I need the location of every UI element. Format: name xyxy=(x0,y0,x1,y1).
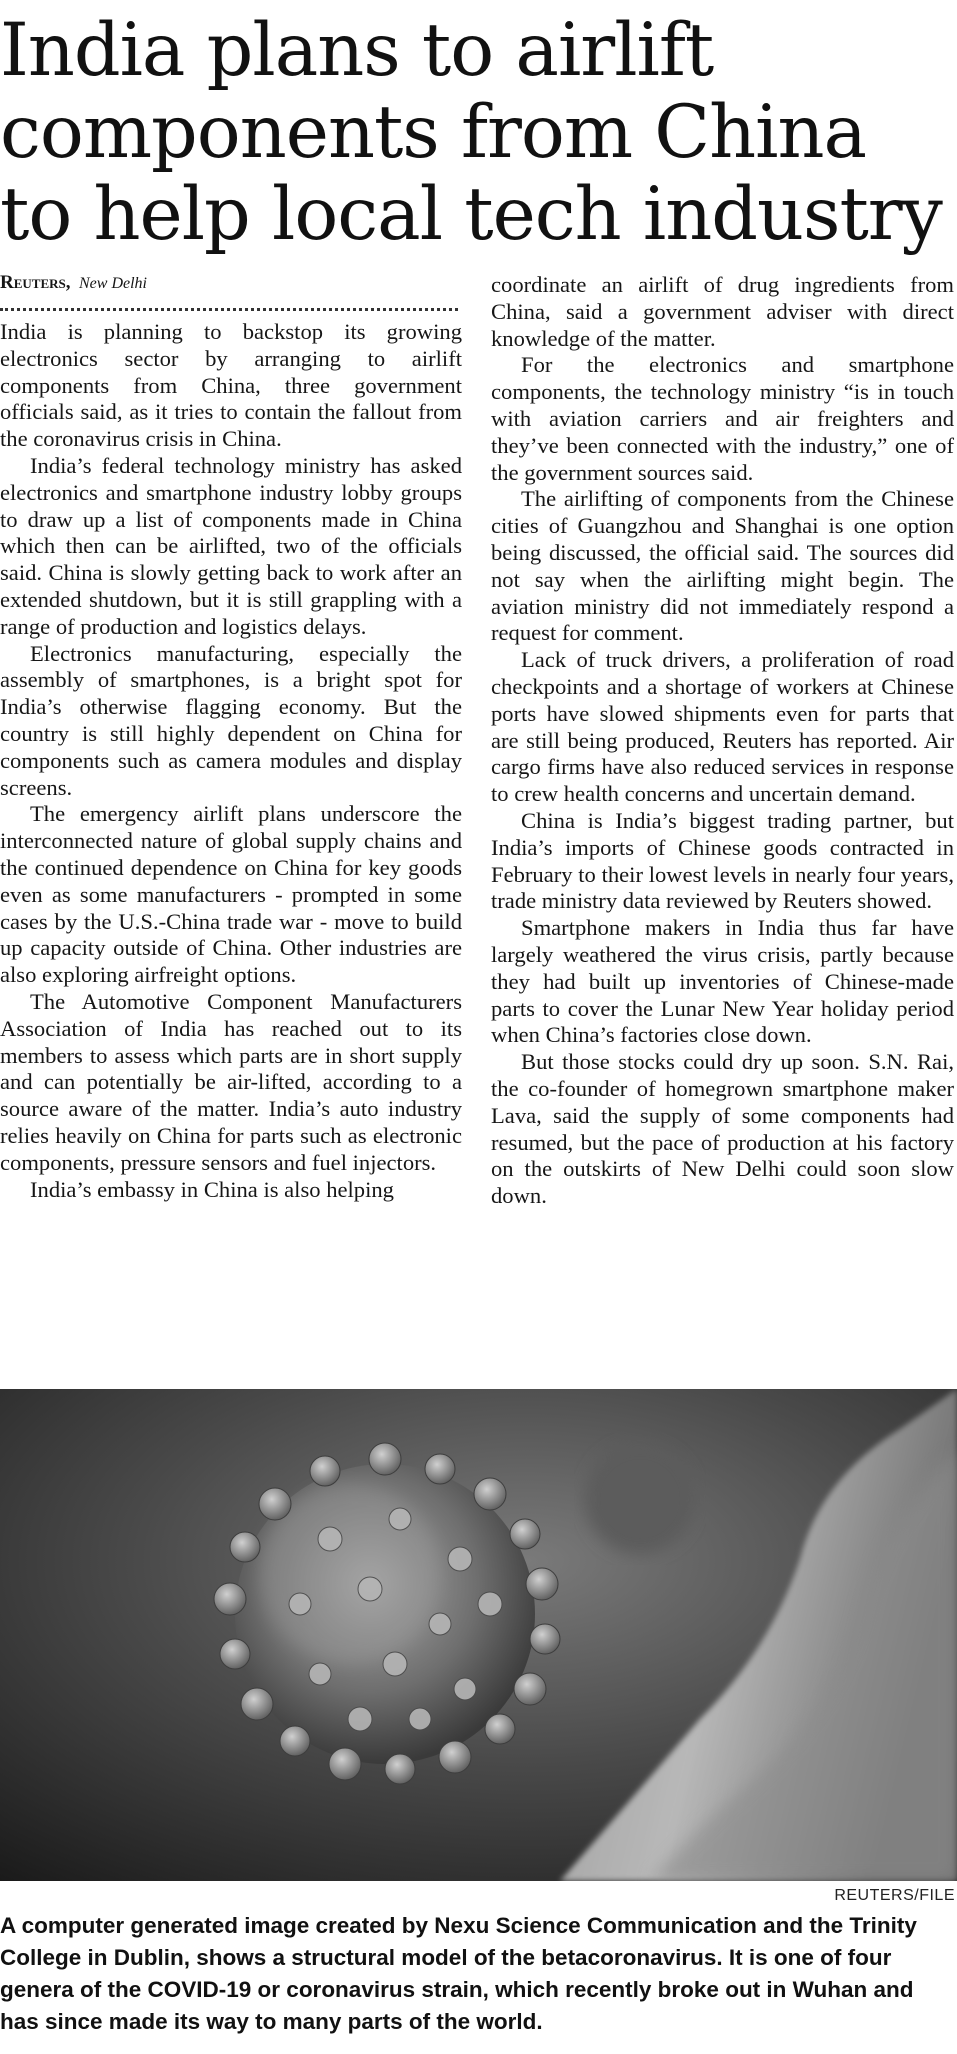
byline-divider xyxy=(0,296,458,311)
paragraph: India’s federal technology ministry has asked electronics and smartphone industry lobby groups to draw up a list of components made in China which then can be airlifted, two of the officials said. China is slowly getting back to work after an extended shutdown, but it is still grappling with a range of production and logistics delays. xyxy=(0,452,462,639)
paragraph: Electronics manufacturing, especially the assembly of smartphones, is a bright spot for India’s otherwise flagging economy. But the country is still highly dependent on China for components such as camera modules and display screens. xyxy=(0,640,462,800)
paragraph: The Automotive Component Manufacturers Association of India has reached out to its members to assess which parts are in short supply and can potentially be air-lifted, according to a source aware of the matter. India’s auto industry relies heavily on China for parts such as electronic components, pressure sensors and fuel injectors. xyxy=(0,988,462,1175)
article-column-left xyxy=(0,270,462,1203)
paragraph: China is India’s biggest trading partner, but India’s imports of Chinese goods contracted in February to their lowest levels in nearly four years, trade ministry data reviewed by Reuters showed. xyxy=(491,807,954,914)
byline-location: New Delhi xyxy=(79,275,147,292)
byline-agency: Reuters, xyxy=(0,272,71,293)
coronavirus-photo xyxy=(0,1389,957,1881)
photo-caption: A computer generated image created by Nexu Science Communication and the Trinity College in Dublin, shows a structural model of the betacoronavirus. It is one of four genera of the COVID-19 or coronavirus strain, which recently broke out in Wuhan and has since made its way to many parts of the world. xyxy=(0,1913,917,2034)
photo-credit: REUTERS/FILE xyxy=(834,1887,955,1904)
paragraph: India is planning to backstop its growing electronics sector by arranging to airlift components from China, three government officials said, as it tries to contain the fallout from the coronavirus crisis in China. xyxy=(0,319,462,452)
paragraph: coordinate an airlift of drug ingredients from China, said a government adviser with direct knowledge of the matter. xyxy=(491,272,954,351)
paragraph: The emergency airlift plans underscore the interconnected nature of global supply chains and the continued dependence on China for key goods even as some manufacturers - prompted in some cases by the U.S.-China trade war - move to build up capacity outside of China. Other industries are also exploring airfreight options. xyxy=(0,801,462,988)
article-column-right xyxy=(491,272,954,1210)
paragraph: For the electronics and smartphone components, the technology ministry “is in touch with aviation carriers and air freighters and they’ve been connected with the industry,” one of the government sources said. xyxy=(491,352,954,485)
paragraph: The airlifting of components from the Chinese cities of Guangzhou and Shanghai is one option being discussed, the official said. The sources did not say when the airlifting might begin. The aviation ministry did not immediately respond a request for comment. xyxy=(491,486,954,646)
byline xyxy=(0,270,462,294)
paragraph: Smartphone makers in India thus far have largely weathered the virus crisis, partly because they had built up inventories of Chinese-made parts to cover the Lunar New Year holiday period when China’s factories close down. xyxy=(491,915,954,1048)
paragraph: Lack of truck drivers, a proliferation of road checkpoints and a shortage of workers at Chinese ports have slowed shipments even for parts that are still being produced, Reuters has reported. Air cargo firms have also reduced services in response to crew health concerns and uncertain demand. xyxy=(491,647,954,807)
paragraph: But those stocks could dry up soon. S.N. Rai, the co-founder of homegrown smartphone maker Lava, said the supply of some components had resumed, but the pace of production at his factory on the outskirts of New Delhi could soon slow down. xyxy=(491,1049,954,1209)
paragraph: India’s embassy in China is also helping xyxy=(30,1176,394,1202)
headline: India plans to airlift components from China to help local tech industry xyxy=(0,8,942,257)
